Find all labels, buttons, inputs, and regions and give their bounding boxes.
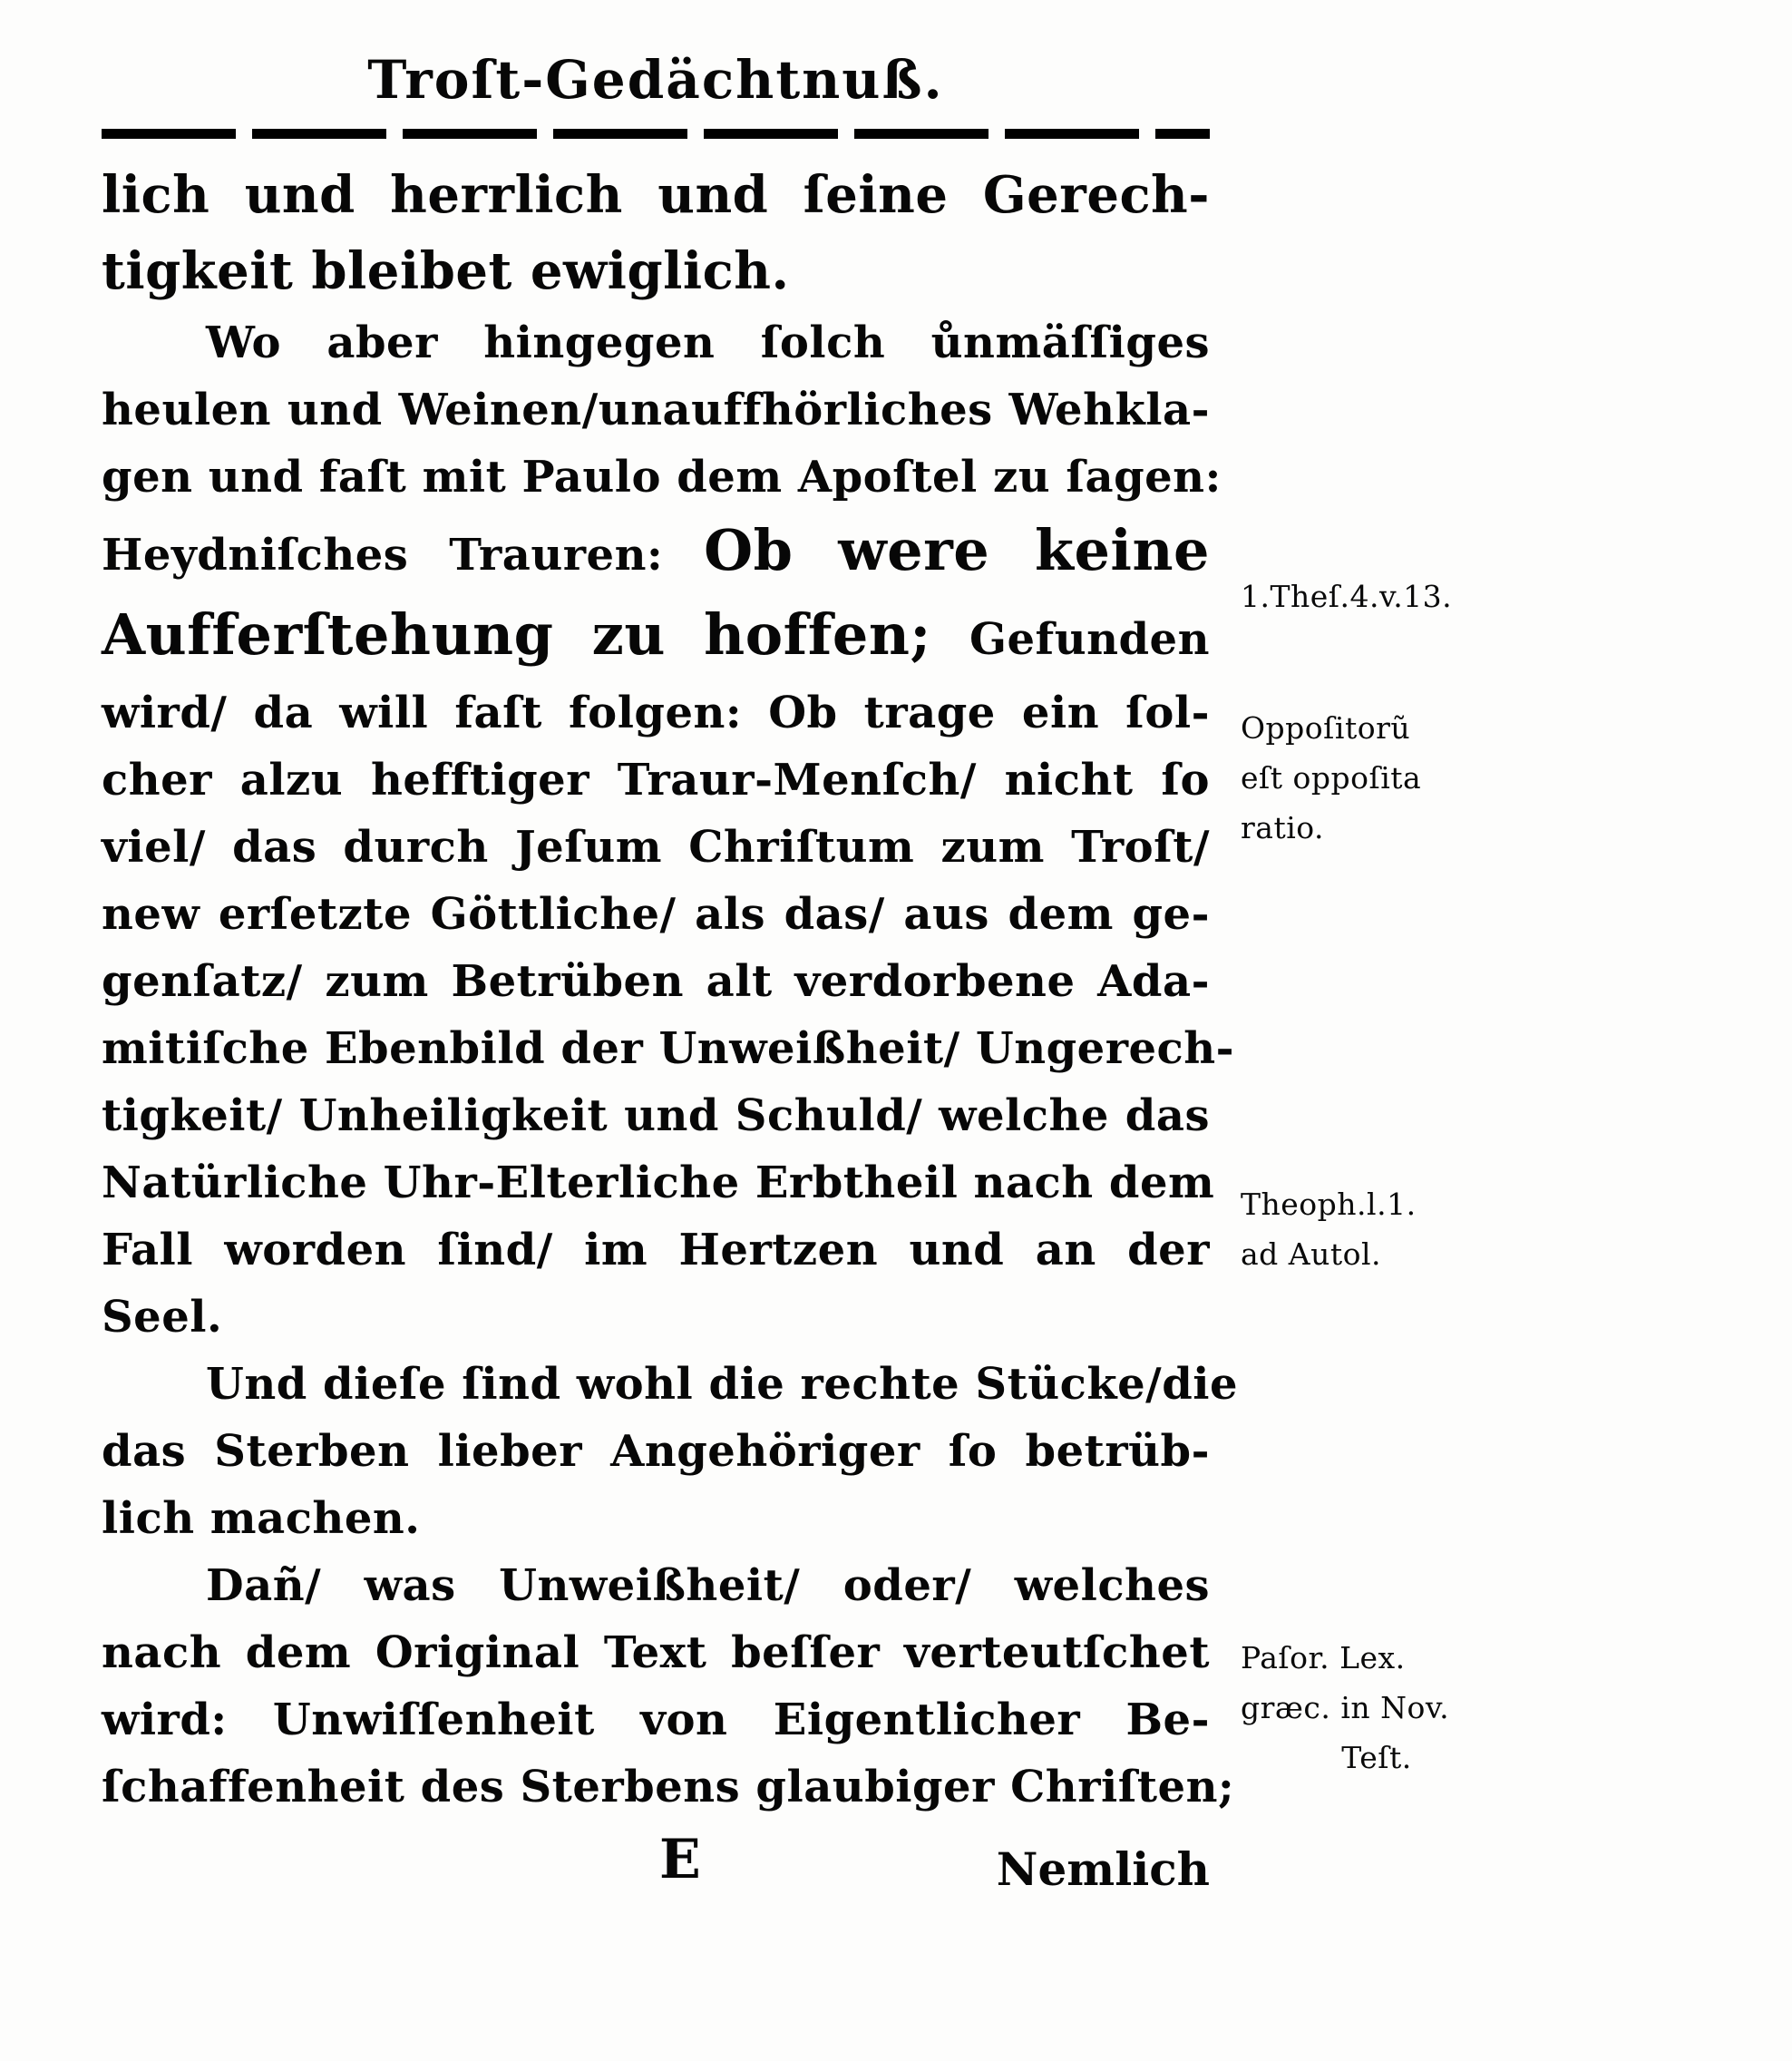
text-segment: Heydniſches Trauren: xyxy=(102,530,705,581)
body-text-line: genſatz/ zum Betrüben alt verdorbene Ada- xyxy=(102,956,1210,1007)
body-text-line: Fall worden ſind/ im Hertzen und an der xyxy=(102,1225,1210,1275)
body-text-line: mitiſche Ebenbild der Unweißheit/ Ungerech- xyxy=(102,1023,1235,1074)
margin-note-line: græc. in Nov. xyxy=(1241,1690,1450,1725)
body-text-line xyxy=(102,511,1210,595)
body-text-line: lich machen. xyxy=(102,1493,421,1544)
margin-note-pasor-citation xyxy=(1241,1633,1549,1783)
margin-note-line: Teſt. xyxy=(1341,1740,1412,1775)
body-text-line: tigkeit bleibet ewiglich. xyxy=(102,241,790,301)
margin-note-line: ad Autol. xyxy=(1241,1236,1382,1272)
body-text-line: Wo aber hingegen ſolch ůnmäſſiges xyxy=(206,317,1210,368)
body-text-line: heulen und Weinen/unauffhörliches Wehkla- xyxy=(102,385,1210,435)
body-text-line: wird/ da will faſt folgen: Ob trage ein ſol- xyxy=(102,688,1210,738)
body-text-line: nach dem Original Text beſſer verteutſchet xyxy=(102,1627,1210,1678)
margin-note-line: Paſor. Lex. xyxy=(1241,1640,1406,1675)
body-text-line: das Sterben lieber Angehöriger ſo betrüb- xyxy=(102,1426,1210,1477)
footer-line xyxy=(102,1822,1210,1906)
body-text xyxy=(102,157,1239,1821)
margin-note-line: Oppoſitorũ xyxy=(1241,710,1411,746)
margin-note-theophilus-citation xyxy=(1241,1179,1549,1279)
body-text-line: Und dieſe ſind wohl die rechte Stücke/die xyxy=(206,1359,1239,1410)
signature-mark: E xyxy=(659,1828,701,1891)
body-text-line: viel/ das durch Jeſum Chriſtum zum Troſt/ xyxy=(102,822,1210,873)
running-header: Troſt-Gedächtnuß. xyxy=(367,49,944,111)
margin-note-line: 1.Theſ.4.v.13. xyxy=(1241,579,1453,614)
body-text-line: new erſetzte Göttliche/ als das/ aus dem ge- xyxy=(102,889,1210,940)
margin-note-line: eſt oppoſita xyxy=(1241,760,1422,796)
body-text-line: Dañ/ was Unweißheit/ oder/ welches xyxy=(206,1560,1210,1611)
emphasized-text-segment: Ob were keine xyxy=(704,517,1210,583)
text-column xyxy=(102,34,1239,1906)
margin-note-thessalonians-citation xyxy=(1241,571,1549,621)
header-rule xyxy=(102,129,1210,139)
body-text-line: cher alzu hefftiger Traur-Menſch/ nicht ſo xyxy=(102,755,1210,806)
body-text-line: Seel. xyxy=(102,1292,223,1343)
body-text-line: gen und faſt mit Paulo dem Apoſtel zu ſagen: xyxy=(102,452,1222,503)
margin-note-line: Theoph.l.1. xyxy=(1241,1187,1417,1222)
margin-note-line: ratio. xyxy=(1241,810,1325,845)
body-text-line xyxy=(102,595,1210,679)
body-text-line: lich und herrlich und ſeine Gerech- xyxy=(102,165,1210,225)
text-segment: Gefunden xyxy=(969,614,1210,665)
emphasized-text-segment: Aufferſtehung zu hoffen; xyxy=(102,601,970,668)
catchword: Nemlich xyxy=(996,1842,1210,1896)
body-text-line: ſchaffenheit des Sterbens glaubiger Chriſten; xyxy=(102,1762,1235,1812)
body-text-line: Natürliche Uhr-Elterliche Erbtheil nach dem xyxy=(102,1157,1215,1208)
body-text-line: wird: Unwiſſenheit von Eigentlicher Be- xyxy=(102,1695,1210,1745)
body-text-line: tigkeit/ Unheiligkeit und Schuld/ welche das xyxy=(102,1090,1210,1141)
margin-note-oppositorum-maxim xyxy=(1241,703,1549,853)
